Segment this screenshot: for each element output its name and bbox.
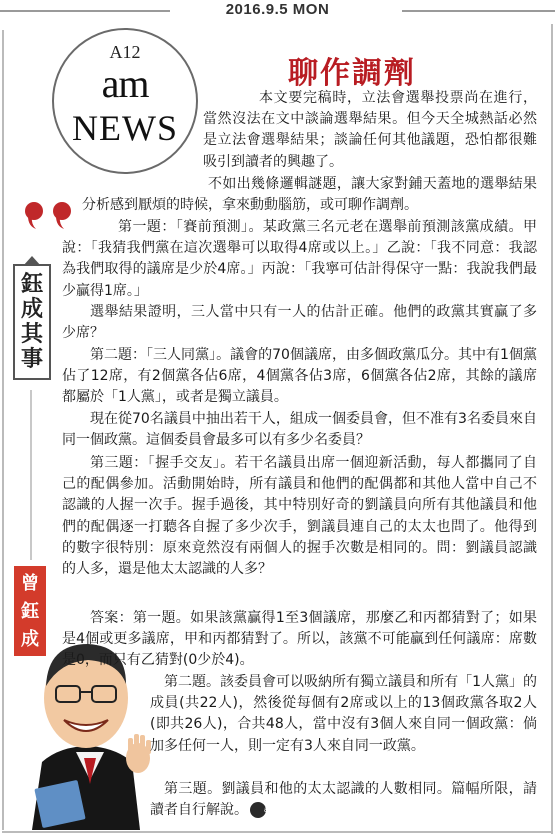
paragraph-answer-1: 答案：第一題。如果該黨贏得1至3個議席，那麼乙和丙都猜對了；如果是4個或更多議席，甲和丙都猜對了。所以，該黨不可能贏到任何議席：席數是0，而只有乙猜對(0少於4)。 bbox=[62, 610, 537, 669]
article-title: 聊作調劑 bbox=[288, 56, 416, 91]
date-rule-right bbox=[402, 10, 555, 12]
side-divider bbox=[30, 390, 32, 560]
paragraph-question-1-result: 選舉結果證明，三人當中只有一人的估計正確。他們的政黨其實贏了多少席？ bbox=[62, 304, 537, 342]
end-mark-icon: am bbox=[250, 802, 266, 818]
frame-left-rule bbox=[2, 30, 4, 830]
paragraph-puzzle-intro: 不如出幾條邏輯謎題，讓大家對鋪天蓋地的選舉結果分析感到厭煩的時候，拿來動動腦筋，或可聊作調劑。 bbox=[82, 176, 537, 214]
frame-bottom-rule bbox=[2, 831, 553, 833]
column-name: 鈺成其事 bbox=[20, 272, 43, 372]
issue-date: 2016.9.5 MON bbox=[225, 1, 330, 18]
badge-arrow-icon bbox=[23, 256, 41, 266]
paragraph-question-3: 第三題：「握手交友」。若干名議員出席一個迎新活動，每人都攜同了自己的配偶參加。活動開始時，所有議員和他們的配偶都和其他人當中自己不認識的人握一次手。握手過後，其中特別好奇的劉議員向所有其他議員和他們的配偶逐一打聽各自握了多少次手，劉議員連自己的太太也問了。他得到的數字很特別：原來竟然沒有兩個人的握手次數是相同的。問：劉議員認識的人多，還是他太太認識的人多？ bbox=[62, 455, 537, 578]
logo-am: am bbox=[101, 61, 149, 106]
paragraph-answer-3 bbox=[150, 779, 537, 821]
logo-news: NEWS bbox=[72, 108, 178, 148]
paragraph-answer-2: 第二題。該委員會可以吸納所有獨立議員和所有「1人黨」的成員(共22人)，然後從每個有2席或以上的13個政黨各取2人(即共26人)，合共48人，當中沒有3個人來自同一個政黨：倘加多任何一人，則一定有3人來自同一政黨。 bbox=[150, 674, 537, 754]
paragraph-question-2-task: 現在從70名議員中抽出若干人，組成一個委員會，但不准有3名委員來自同一個政黨。這個委員會最多可以有多少名委員？ bbox=[62, 411, 537, 449]
column-name-badge bbox=[13, 264, 51, 380]
paragraph-question-1: 第一題：「賽前預測」。某政黨三名元老在選舉前預測該黨成績。甲說：「我猜我們黨在這次選舉可以取得4席或以上。」乙說：「我不同意：我認為我們取得的議席是少於4席。」丙說：「我寧可估計得保守一點：我說我們最少贏得1席。」 bbox=[62, 219, 537, 299]
author-name: 曾鈺成 bbox=[21, 573, 39, 650]
page-code: A12 bbox=[109, 42, 141, 62]
paragraph-question-2: 第二題：「三人同黨」。議會的70個議席，由多個政黨瓜分。其中有1個黨佔了12席，有2個黨各佔6席，4個黨各佔3席，6個黨各佔2席，其餘的議席都屬於「1人黨」，或者是獨立議員。 bbox=[62, 347, 537, 406]
paragraph-intro: 本文要完稿時，立法會選舉投票尚在進行，當然沒法在文中談論選舉結果。但今天全城熱話必然是立法會選舉結果；談論任何其他議題，恐怕都很難吸引到讀者的興趣了。 bbox=[203, 90, 537, 170]
frame-right-rule bbox=[551, 24, 553, 834]
am-news-logo bbox=[52, 28, 198, 174]
paragraph-answer-3-text: 第三題。劉議員和他的太太認識的人數相同。篇幅所限，請讀者自行解說。 bbox=[150, 781, 537, 819]
date-bar bbox=[0, 0, 555, 22]
